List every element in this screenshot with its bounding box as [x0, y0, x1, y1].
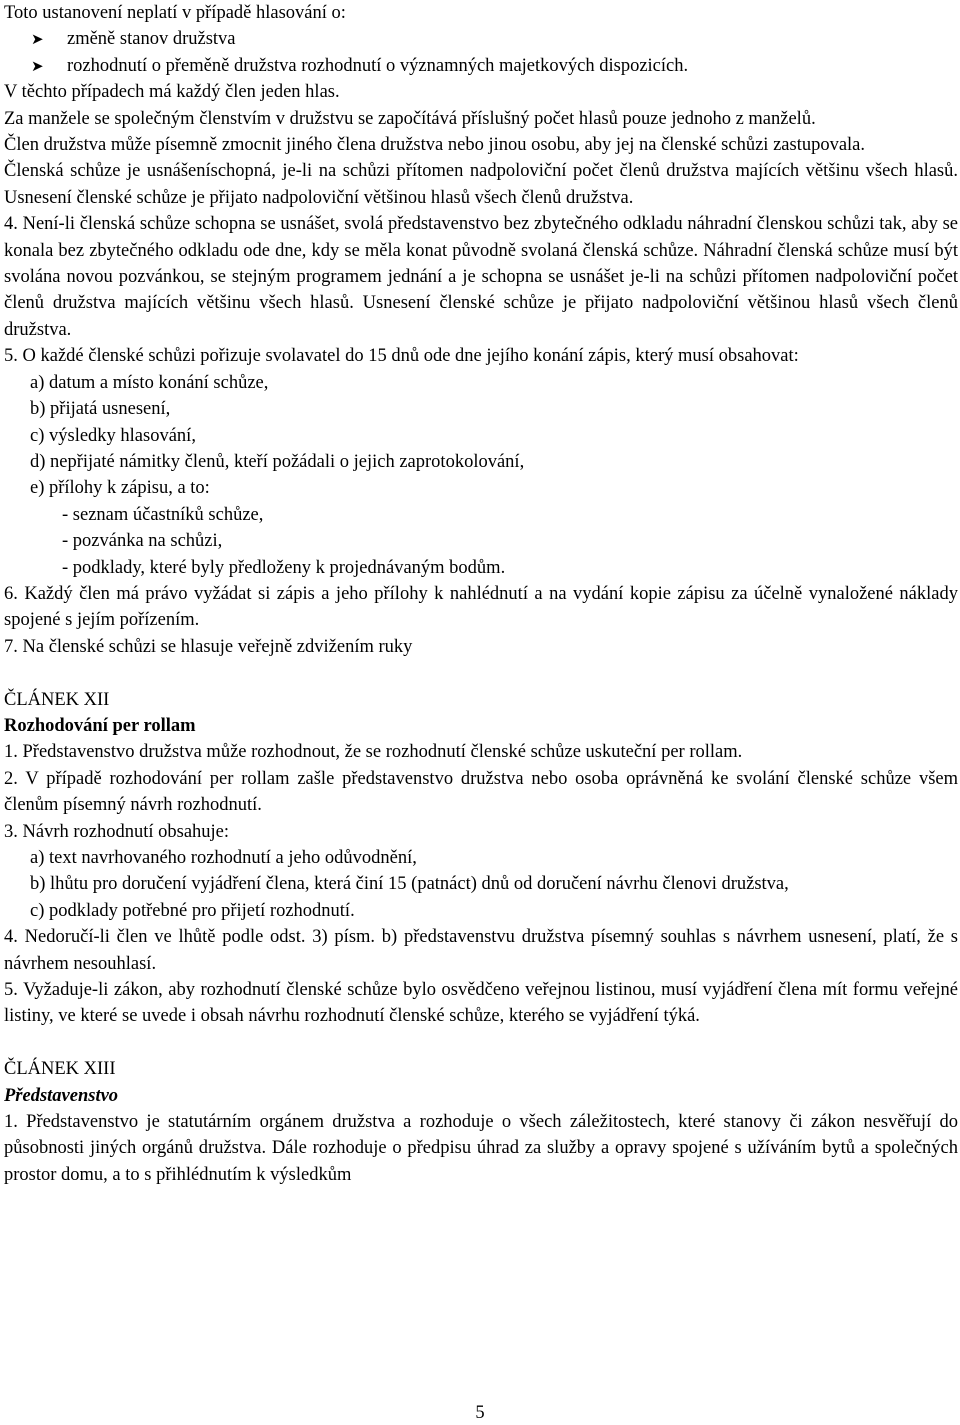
spacer: [4, 1030, 958, 1056]
article-12-paragraph-2: 2. V případě rozhodování per rollam zašle představenstvo družstva nebo osoba oprávněná ke svolání členské schůze všem členům písemný návrh rozhodnutí.: [4, 768, 958, 816]
list-item: [4, 53, 958, 79]
list-item: b) přijatá usnesení,: [30, 399, 171, 420]
paragraph-4: 4. Není-li členská schůze schopna se usnášet, svolá představenstvo bez zbytečného odkladu náhradní členskou schůzi tak, aby se konala bez zbytečného odkladu ode dne, kdy se měla konat původně svolaná členská schůze. Náhradní členská schůze musí být svolána novou pozvánkou, se stejným programem jednání a je schopna se usnášet je-li na schůzi přítomen nadpoloviční počet členů družstva majících většinu všech hlasů. Usnesení členské schůze je přijato nadpoloviční většinou hlasů všech členů družstva.: [4, 214, 958, 340]
paragraph-5: 5. O každé členské schůzi pořizuje svolavatel do 15 dnů ode dne jejího konání zápis, který musí obsahovat:: [4, 346, 799, 367]
arrowhead-bullet-icon: ➤: [31, 56, 44, 75]
spacer: [4, 660, 958, 686]
article-13-subtitle: Představenstvo: [4, 1085, 119, 1106]
list-subitem: - seznam účastníků schůze,: [62, 504, 264, 525]
list-item: c) výsledky hlasování,: [30, 425, 196, 446]
article-13-heading: ČLÁNEK XIII: [4, 1059, 116, 1080]
list-item: a) datum a místo konání schůze,: [30, 372, 269, 393]
quorum-paragraph: Členská schůze je usnášeníschopná, je-li na schůzi přítomen nadpoloviční počet členů družstva majících většinu všech hlasů. Usnesení členské schůze je přijato nadpoloviční většinou hlasů všech členů družstva.: [4, 161, 958, 208]
arrowhead-bullet-icon: ➤: [31, 30, 44, 49]
vote-paragraph: V těchto případech má každý člen jeden hlas.: [4, 82, 340, 103]
list-item: b) lhůtu pro doručení vyjádření člena, která činí 15 (patnáct) dnů od doručení návrhu členovi družstva,: [30, 874, 789, 895]
bullet-text: změně stanov družstva: [67, 29, 236, 50]
list-subitem: - podklady, které byly předloženy k projednávaným bodům.: [62, 557, 506, 578]
document-page: [4, 0, 958, 1188]
spouses-paragraph: Za manžele se společným členstvím v družstvu se započítává příslušný počet hlasů pouze jednoho z manželů.: [4, 108, 816, 129]
article-12-paragraph-4: 4. Nedoručí-li člen ve lhůtě podle odst. 3) písm. b) představenstvu družstva písemný souhlas s návrhem usnesení, platí, že s návrhem nesouhlasí.: [4, 927, 958, 974]
paragraph-7: 7. Na členské schůzi se hlasuje veřejně zdvižením ruky: [4, 636, 413, 657]
list-subitem: - pozvánka na schůzi,: [62, 531, 223, 552]
article-12-paragraph-3: 3. Návrh rozhodnutí obsahuje:: [4, 821, 230, 842]
proxy-paragraph: Člen družstva může písemně zmocnit jiného člena družstva nebo jinou osobu, aby jej na členské schůzi zastupovala.: [4, 135, 866, 156]
paragraph-6: 6. Každý člen má právo vyžádat si zápis a jeho přílohy k nahlédnutí a na vydání kopie zápisu za účelně vynaložené náklady spojené s jejím pořízením.: [4, 583, 958, 631]
article-12-heading: ČLÁNEK XII: [4, 689, 110, 710]
bullet-text: rozhodnutí o přeměně družstva rozhodnutí o významných majetkových dispozicích.: [67, 55, 689, 76]
article-12-subtitle: Rozhodování per rollam: [4, 715, 196, 736]
page-number: 5: [475, 1403, 485, 1423]
list-item: d) nepřijaté námitky členů, kteří požádali o jejich zaprotokolování,: [30, 451, 525, 472]
list-item: c) podklady potřebné pro přijetí rozhodnutí.: [30, 900, 355, 921]
article-12-paragraph-1: 1. Představenstvo družstva může rozhodnout, že se rozhodnutí členské schůze uskuteční per rollam.: [4, 742, 743, 763]
list-item: a) text navrhovaného rozhodnutí a jeho odůvodnění,: [30, 847, 417, 868]
article-12-paragraph-5: 5. Vyžaduje-li zákon, aby rozhodnutí členské schůze bylo osvědčeno veřejnou listinou, musí vyjádření člena mít formu veřejné listiny, ve které se uvede i obsah návrhu rozhodnutí členské schůze, kterého se vyjádření týká.: [4, 980, 958, 1027]
list-item: e) přílohy k zápisu, a to:: [30, 478, 210, 499]
list-item: [4, 26, 958, 52]
intro-paragraph: Toto ustanovení neplatí v případě hlasování o:: [4, 3, 346, 23]
article-13-paragraph-1: 1. Představenstvo je statutárním orgánem družstva a rozhoduje o všech záležitostech, které stanovy či zákon nesvěřují do působnosti jiných orgánů družstva. Dále rozhoduje o předpisu úhrad za služby a opravy spojené s užíváním bytů a společných prostor domu, a to s přihlédnutím k výsledkům: [4, 1112, 958, 1185]
